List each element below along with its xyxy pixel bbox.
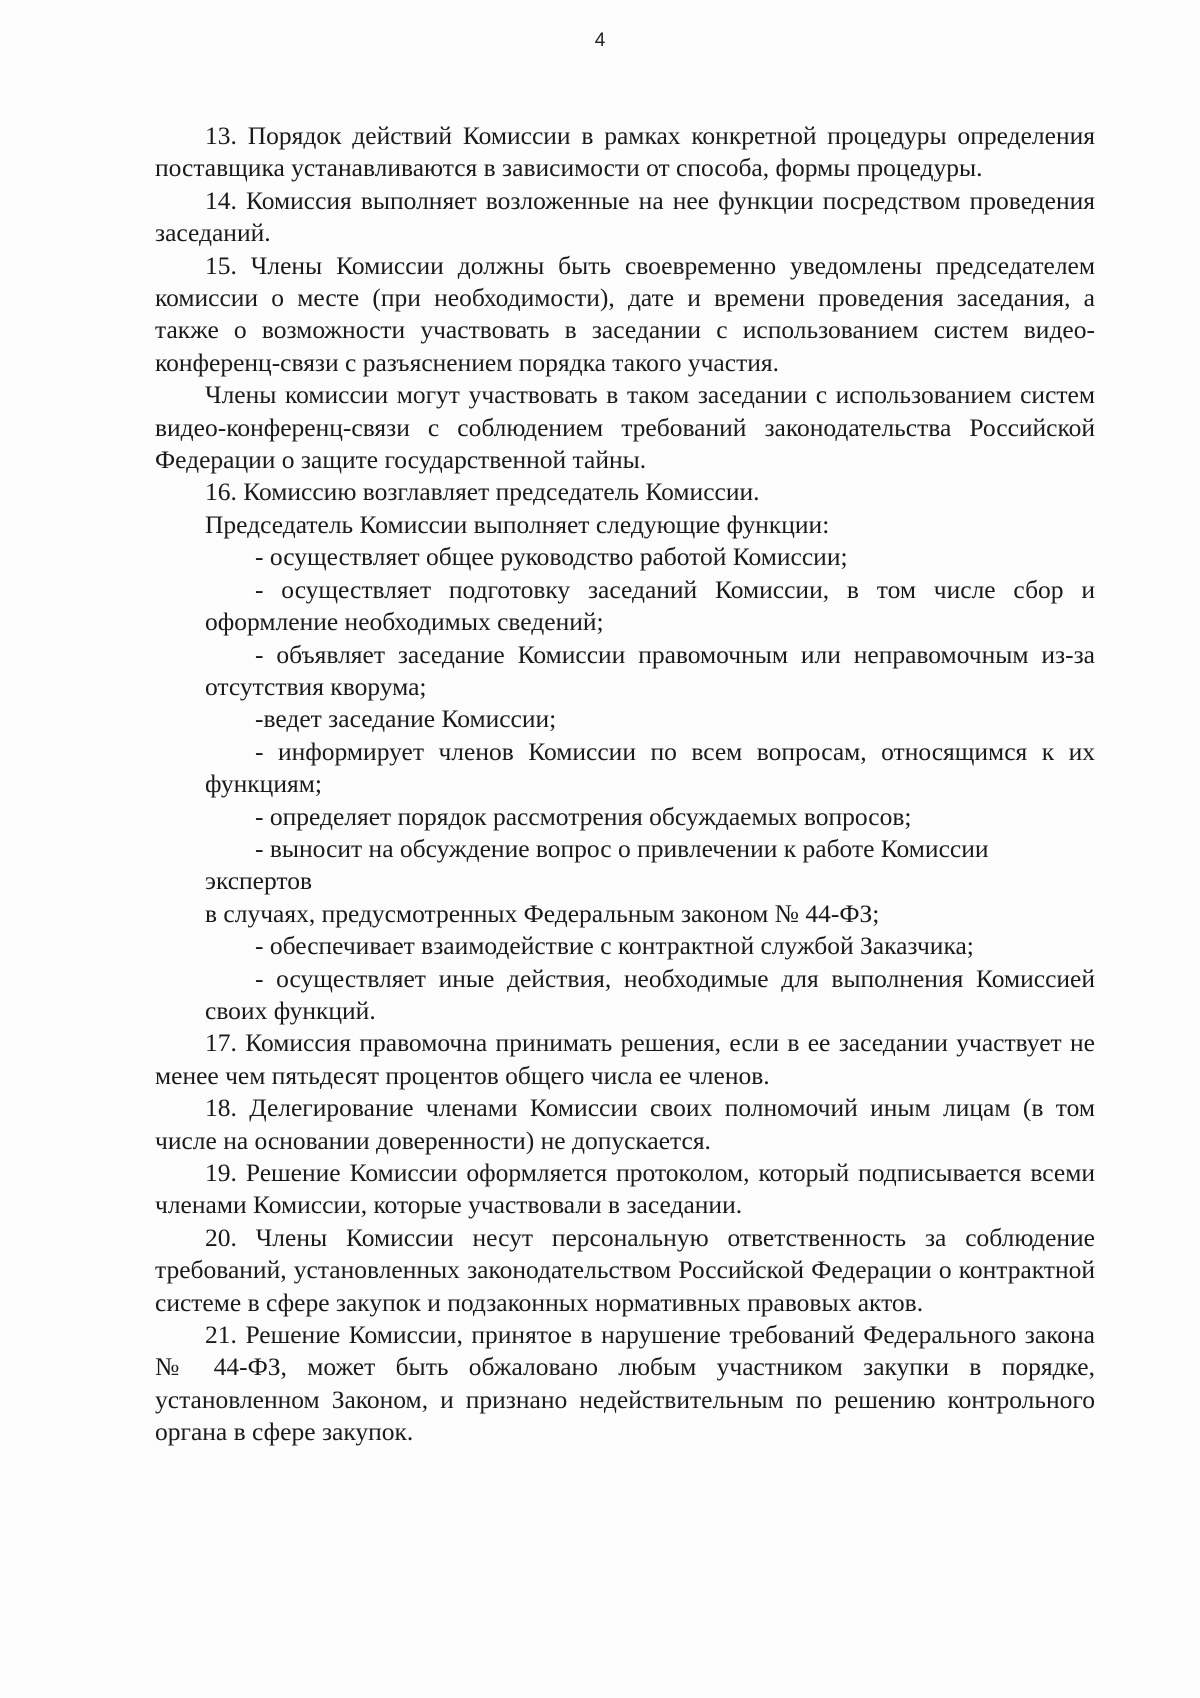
function-item: - выносит на обсуждение вопрос о привлечении к работе Комиссии экспертов: [205, 833, 989, 896]
function-item: - обеспечивает взаимодействие с контрактной службой Заказчика;: [255, 931, 974, 961]
paragraph-16-intro: Председатель Комиссии выполняет следующие функции:: [205, 509, 830, 539]
function-item: - осуществляет иные действия, необходимые для выполнения Комиссией своих функций.: [205, 963, 1095, 1025]
paragraph-14: 14. Комиссия выполняет возложенные на нее функции посредством проведения заседаний.: [155, 185, 1095, 248]
paragraph-21: 21. Решение Комиссии, принятое в нарушение требований Федерального закона № 44-ФЗ, может быть обжаловано любым участником закупки в порядке, установленном Законом, и признано недействительным по решению контрольного органа в сфере закупок.: [155, 1320, 1095, 1447]
function-item: - определяет порядок рассмотрения обсуждаемых вопросов;: [255, 801, 912, 831]
paragraph-16: 16. Комиссию возглавляет председатель Комиссии.: [205, 477, 760, 507]
function-item: - информирует членов Комиссии по всем вопросам, относящимся к их функциям;: [205, 736, 1095, 799]
paragraph-18: 18. Делегирование членами Комиссии своих полномочий иным лицам (в том числе на основании доверенности) не допускается.: [155, 1093, 1095, 1155]
paragraph-19: 19. Решение Комиссии оформляется протоколом, который подписывается всеми членами Комиссии, которые участвовали в заседании.: [155, 1158, 1095, 1220]
paragraph-17: 17. Комиссия правомочна принимать решения, если в ее заседании участвует не менее чем пятьдесят процентов общего числа ее членов.: [155, 1028, 1095, 1090]
function-item: - объявляет заседание Комиссии правомочным или неправомочным из-за отсутствия кворума;: [205, 639, 1095, 701]
paragraph-15-continued: Члены комиссии могут участвовать в таком заседании с использованием систем видео-конференц-связи с соблюдением требований законодательства Российской Федерации о защите государственной тайны.: [155, 380, 1095, 475]
function-item: -ведет заседание Комиссии;: [255, 704, 557, 734]
function-item: - осуществляет подготовку заседаний Комиссии, в том числе сбор и оформление необходимых сведений;: [205, 574, 1095, 637]
function-item: - осуществляет общее руководство работой Комиссии;: [255, 542, 848, 572]
paragraph-13: 13. Порядок действий Комиссии в рамках конкретной процедуры определения поставщика устанавливаются в зависимости от способа, формы процедуры.: [155, 121, 1095, 183]
page-number: 4: [594, 30, 606, 51]
function-item: в случаях, предусмотренных Федеральным законом № 44-ФЗ;: [205, 898, 880, 928]
document-body: [155, 120, 1095, 1449]
paragraph-15: 15. Члены Комиссии должны быть своевременно уведомлены председателем комиссии о месте (при необходимости), дате и времени проведения заседания, а также о возможности участвовать в заседании с использованием систем видео-конференц-связи с разъяснением порядка такого участия.: [155, 250, 1095, 377]
paragraph-20: 20. Члены Комиссии несут персональную ответственность за соблюдение требований, установленных законодательством Российской Федерации о контрактной системе в сфере закупок и подзаконных нормативных правовых актов.: [155, 1222, 1095, 1317]
